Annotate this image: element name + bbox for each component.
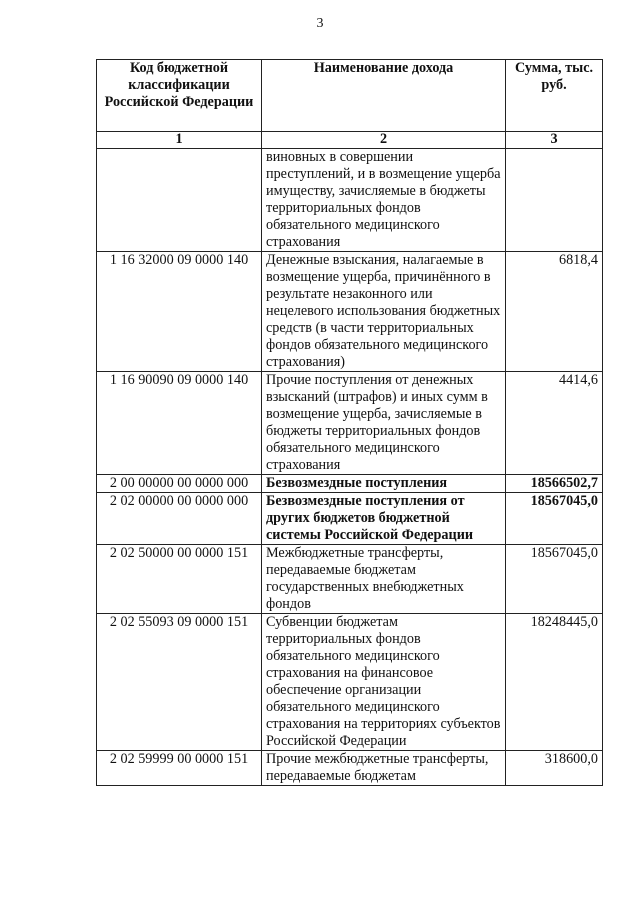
row-name: Прочие поступления от денежных взысканий (штрафов) и иных сумм в возмещение ущерба, зачисляемые в бюджеты территориальных фондов обязательного медицинского страхования [262,372,506,475]
row-amount: 4414,6 [506,372,603,475]
page-number: 3 [316,16,324,31]
row-name: Безвозмездные поступления от других бюджетов бюджетной системы Российской Федерации [262,493,506,545]
row-amount [506,149,603,252]
column-number: 3 [506,132,603,149]
row-amount: 318600,0 [506,751,603,786]
table-header-row [97,60,603,132]
row-code: 2 02 00000 00 0000 000 [97,493,262,545]
row-amount: 18567045,0 [506,493,603,545]
column-number: 2 [262,132,506,149]
table-body [97,149,603,786]
row-amount: 18567045,0 [506,545,603,614]
table-row [97,475,603,493]
header-amount: Сумма, тыс. руб. [506,60,603,132]
row-amount: 18248445,0 [506,614,603,751]
column-number-row [97,132,603,149]
row-code: 1 16 32000 09 0000 140 [97,252,262,372]
table-row [97,372,603,475]
row-name: виновных в совершении преступлений, и в возмещение ущерба имуществу, зачисляемые в бюджеты территориальных фондов обязательного медицинского страхования [262,149,506,252]
column-number: 1 [97,132,262,149]
row-code: 1 16 90090 09 0000 140 [97,372,262,475]
table-row [97,493,603,545]
table-row [97,614,603,751]
table-row [97,149,603,252]
row-code: 2 02 50000 00 0000 151 [97,545,262,614]
row-name: Безвозмездные поступления [262,475,506,493]
revenue-table [96,59,603,786]
header-code: Код бюджетной классификации Российской Федерации [97,60,262,132]
row-code: 2 02 59999 00 0000 151 [97,751,262,786]
row-code [97,149,262,252]
row-code: 2 02 55093 09 0000 151 [97,614,262,751]
row-code: 2 00 00000 00 0000 000 [97,475,262,493]
row-amount: 18566502,7 [506,475,603,493]
header-name: Наименование дохода [262,60,506,132]
table-row [97,751,603,786]
table-row [97,545,603,614]
row-name: Денежные взыскания, налагаемые в возмещение ущерба, причинённого в результате незаконного или нецелевого использования бюджетных средств (в части территориальных фондов обязательного медицинского страхования) [262,252,506,372]
table-row [97,252,603,372]
row-name: Межбюджетные трансферты, передаваемые бюджетам государственных внебюджетных фондов [262,545,506,614]
row-name: Субвенции бюджетам территориальных фондов обязательного медицинского страхования на финансовое обеспечение организации обязательного медицинского страхования на территориях субъектов Российской Федерации [262,614,506,751]
row-amount: 6818,4 [506,252,603,372]
row-name: Прочие межбюджетные трансферты, передаваемые бюджетам [262,751,506,786]
